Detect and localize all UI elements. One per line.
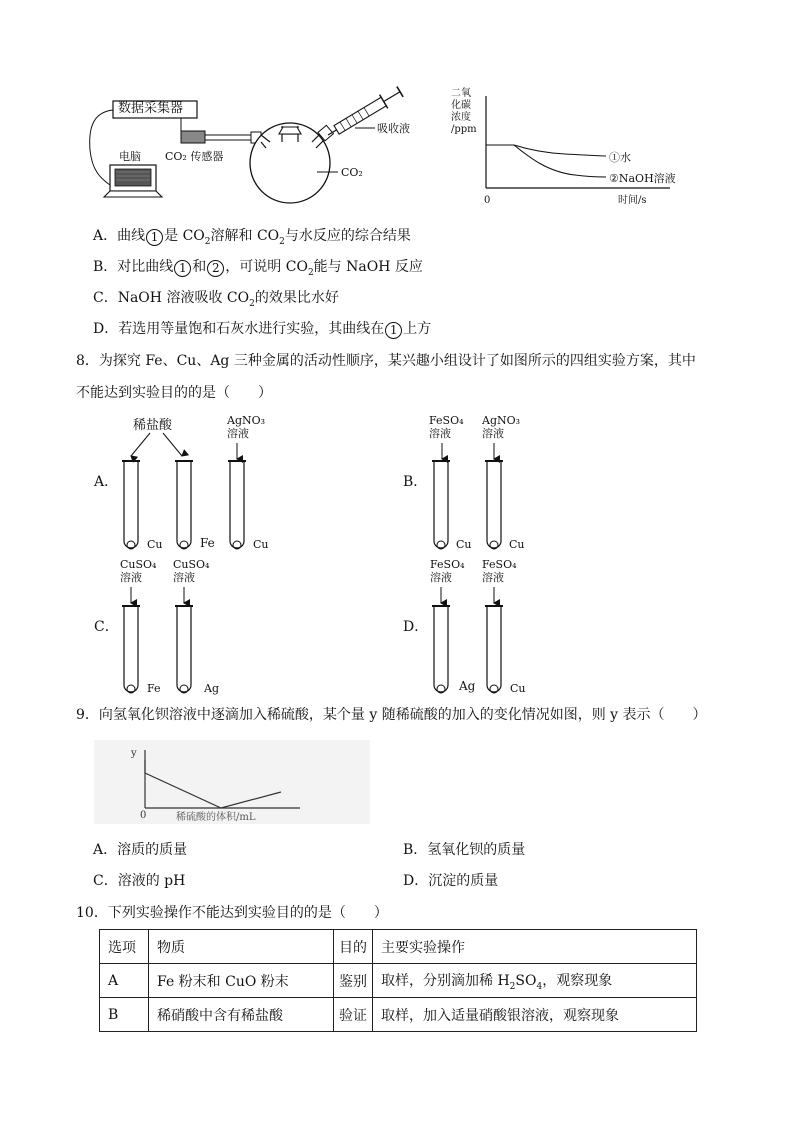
- header-substance: 物质: [149, 930, 334, 964]
- q7-option-d[interactable]: D．若选用等量饱和石灰水进行实验，其曲线在 1 上方: [93, 321, 432, 337]
- q8-b-reagent-1: FeSO₄ 溶液: [429, 414, 464, 440]
- curve1-number: ①: [609, 151, 620, 164]
- q8-d-reagent-1: FeSO₄ 溶液: [430, 558, 465, 584]
- q8-d-reagent-2: FeSO₄ 溶液: [482, 558, 517, 584]
- q10-stem: 10．下列实验操作不能达到实验目的的是（ ）: [76, 905, 388, 921]
- row-operation: 取样，加入适量硝酸银溶液，观察现象: [373, 998, 697, 1032]
- graph-ylabel-4: /ppm: [451, 124, 477, 135]
- q8-c-metal-2: Ag: [204, 682, 219, 695]
- curve1-name: 水: [620, 151, 631, 164]
- q8-c-reagent-2: CuSO₄ 溶液: [173, 558, 210, 584]
- absorbent-label: 吸收液: [377, 122, 410, 135]
- header-option: 选项: [100, 930, 149, 964]
- graph-ylabel-2: 化碳: [451, 100, 471, 111]
- q9-stem: 9．向氢氧化钡溶液中逐滴加入稀硫酸，某个量 y 随稀硫酸的加入的变化情况如图，则 y 表示（ ）: [76, 707, 707, 723]
- circled-number: 2: [207, 260, 224, 277]
- q9-option-c[interactable]: C．溶液的 pH: [93, 873, 186, 889]
- graph-xlabel: 时间/s: [618, 195, 647, 206]
- row-purpose: 鉴别: [334, 964, 373, 998]
- q8-a-metal-2: Fe: [200, 536, 215, 550]
- header-operation: 主要实验操作: [373, 930, 697, 964]
- q8-b-reagent-2: AgNO₃ 溶液: [482, 414, 521, 440]
- q8-d-metal-2: Cu: [510, 682, 526, 695]
- q8-b-metal-1: Cu: [456, 538, 472, 551]
- row-purpose: 验证: [334, 998, 373, 1032]
- graph-ylabel-1: 二氧: [451, 88, 471, 99]
- row-operation: 取样，分别滴加稀 $H_2SO_4$，观察现象: [373, 964, 697, 998]
- circled-number: 1: [174, 260, 191, 277]
- q7-option-c[interactable]: C．NaOH 溶液吸收 $CO_2$的效果比水好: [93, 290, 339, 309]
- q8-d-metal-1: Ag: [459, 679, 476, 693]
- q9-option-d[interactable]: D．沉淀的质量: [403, 873, 499, 889]
- graph-ylabel-3: 浓度: [451, 112, 471, 123]
- q8-stem-line1: 8．为探究 Fe、Cu、Ag 三种金属的活动性顺序，某兴趣小组设计了如图所示的四组实验方案，其中: [76, 353, 696, 369]
- q7-option-a[interactable]: A．曲线 1 是 $CO_2$溶解和 $CO_2$与水反应的综合结果: [93, 228, 411, 247]
- q8-a-reagent: AgNO₃ 溶液: [227, 414, 266, 440]
- q9-option-a[interactable]: A．溶质的质量: [93, 842, 188, 858]
- computer-label: 电脑: [119, 150, 141, 163]
- curve2-number: ②: [609, 172, 619, 185]
- table-row[interactable]: [100, 964, 697, 998]
- q10-table: [99, 929, 697, 1032]
- graph-origin: 0: [484, 195, 491, 206]
- q8-a-metal-1: Cu: [147, 538, 163, 551]
- collector-label: 数据采集器: [118, 101, 184, 116]
- row-substance: Fe 粉末和 CuO 粉末: [149, 964, 334, 998]
- q8-c-metal-1: Fe: [147, 682, 161, 695]
- table-row[interactable]: [100, 998, 697, 1032]
- q8-option-c[interactable]: C．: [94, 619, 119, 635]
- row-substance: 稀硝酸中含有稀盐酸: [149, 998, 334, 1032]
- sensor-label: CO₂ 传感器: [165, 150, 224, 163]
- row-option: B: [100, 998, 149, 1032]
- q9-y-label: y: [131, 748, 137, 759]
- q8-option-a[interactable]: A．: [94, 474, 119, 490]
- q7-option-b[interactable]: B．对比曲线 1 和 2 ，可说明 $CO_2$能与 NaOH 反应: [93, 259, 423, 278]
- q8-a-acid: 稀盐酸: [133, 418, 173, 433]
- q8-b-metal-2: Cu: [509, 538, 525, 551]
- q8-stem-line2: 不能达到实验目的的是（ ）: [76, 385, 272, 401]
- q8-option-b[interactable]: B．: [403, 474, 428, 490]
- circled-number: 1: [385, 322, 402, 339]
- q9-x-label: 稀硫酸的体积/mL: [176, 812, 256, 823]
- q9-origin: 0: [140, 810, 147, 821]
- q8-option-d[interactable]: D．: [403, 619, 429, 635]
- row-option: A: [100, 964, 149, 998]
- q8-c-reagent-1: CuSO₄ 溶液: [120, 558, 157, 584]
- curve2-name: NaOH溶液: [618, 172, 676, 185]
- q8-a-metal-3: Cu: [253, 538, 269, 551]
- circled-number: 1: [146, 229, 163, 246]
- q9-option-b[interactable]: B．氢氧化钡的质量: [403, 842, 526, 858]
- gas-label: CO₂: [341, 166, 363, 179]
- header-purpose: 目的: [334, 930, 373, 964]
- table-header-row: [100, 930, 697, 964]
